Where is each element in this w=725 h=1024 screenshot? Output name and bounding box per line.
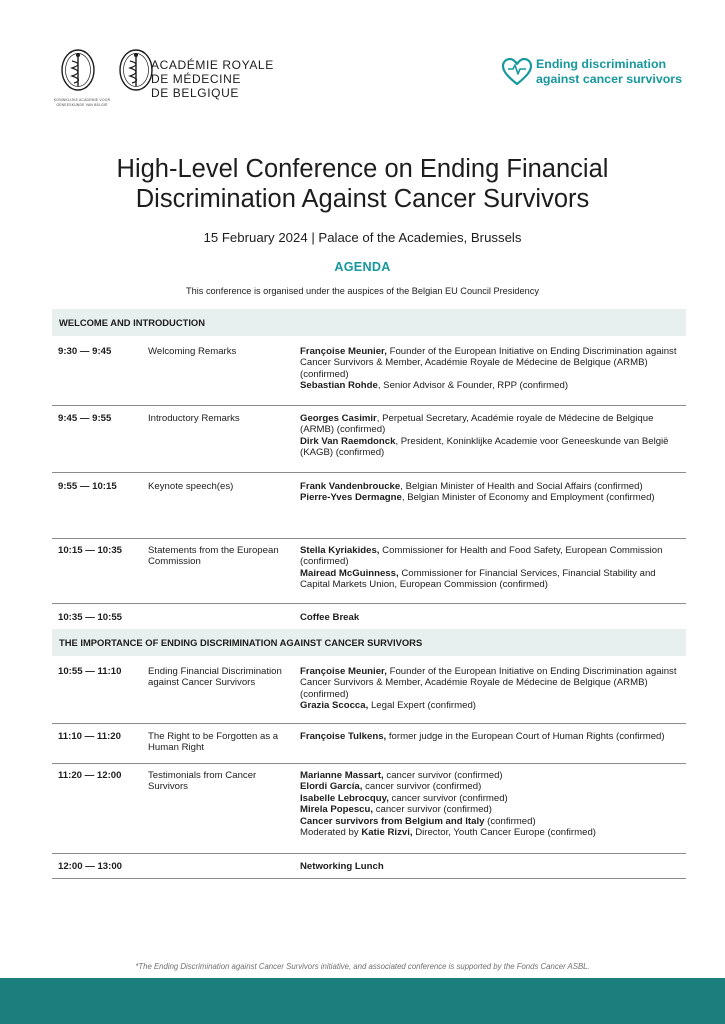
speaker-entry [300, 861, 684, 872]
speaker-entry [300, 700, 684, 711]
speaker-role: , Belgian Minister of Health and Social Affairs (confirmed) [400, 481, 643, 492]
row-session: Ending Financial Discrimination against Cancer Survivors [148, 666, 282, 689]
row-session: The Right to be Forgotten as a Human Right [148, 731, 279, 754]
row-divider [52, 538, 686, 539]
speaker-name: Françoise Meunier, [300, 666, 387, 677]
row-time: 9:55 — 10:15 [58, 481, 117, 492]
edcs-logo [502, 56, 702, 96]
speaker-entry [300, 413, 684, 436]
row-divider [52, 405, 686, 406]
speaker-role: Founder of the European Initiative on Ending Discrimination against Cancer Survivors & Member, Académie Royale de Médecine de Belgique (ARMB) (confirmed) [300, 346, 677, 380]
row-time: 12:00 — 13:00 [58, 861, 122, 872]
speaker-role: , Perpetual Secretary, Académie royale de Médecine de Belgique (ARMB) (confirmed) [300, 413, 654, 436]
speaker-entry [300, 380, 684, 391]
speaker-entry [300, 346, 684, 380]
row-speakers [300, 346, 684, 392]
speaker-role: , Belgian Minister of Economy and Employment (confirmed) [401, 492, 655, 504]
moderator-prefix: Moderated by [300, 827, 362, 839]
row-session: Keynote speech(es) [148, 481, 234, 492]
speaker-entry [300, 545, 684, 568]
speaker-entry [300, 731, 684, 742]
title-line2: Discrimination Against Cancer Survivors [135, 185, 590, 213]
armb-name-line2: DE MÉDECINE [151, 72, 241, 86]
row-time: 9:30 — 9:45 [58, 346, 112, 357]
row-time: 11:20 — 12:00 [58, 770, 122, 781]
speaker-role: , President, Koninklijke Academie voor Geneeskunde van België (KAGB) (confirmed) [300, 435, 669, 459]
speaker-entry [300, 568, 684, 591]
section-heading [52, 309, 686, 336]
speaker-entry [300, 770, 684, 781]
speaker-role: cancer survivor (confirmed) [386, 770, 503, 781]
row-divider [52, 878, 686, 879]
speaker-entry [300, 666, 684, 700]
row-time: 11:10 — 11:20 [58, 731, 121, 742]
speaker-role: , Senior Advisor & Founder, RPP (confirmed) [377, 380, 569, 392]
row-speakers [300, 481, 684, 504]
section-heading-text: THE IMPORTANCE OF ENDING DISCRIMINATION AGAINST CANCER SURVIVORS [59, 637, 423, 648]
speaker-entry [300, 436, 684, 459]
row-time: 10:55 — 11:10 [58, 666, 122, 677]
row-divider [52, 723, 686, 724]
speaker-name: Frank Vandenbroucke [300, 481, 401, 492]
break-label: Coffee Break [300, 612, 360, 623]
speaker-name: Georges Casimir [300, 413, 377, 424]
row-divider [52, 763, 686, 764]
speaker-name: Stella Kyriakides, [300, 545, 380, 556]
speaker-role: (confirmed) [484, 815, 536, 827]
row-divider [52, 853, 686, 854]
speaker-name: Pierre-Yves Dermagne [300, 492, 402, 504]
row-speakers [300, 666, 684, 712]
speaker-entry [300, 793, 684, 804]
page-title [40, 154, 685, 214]
speaker-role: Commissioner for Financial Services, Financial Stability and Capital Markets Union, European Commission (confirmed) [300, 567, 656, 591]
row-speakers [300, 770, 684, 838]
speaker-name: Mairead McGuinness, [300, 567, 399, 579]
armb-seal-icon [118, 48, 154, 96]
title-line1: High-Level Conference on Ending Financial [116, 155, 609, 183]
heart-icon [502, 58, 532, 86]
row-session: Testimonials from Cancer Survivors [148, 770, 257, 793]
row-divider [52, 603, 686, 604]
edcs-line2: against cancer survivors [536, 71, 683, 86]
section-heading [52, 629, 686, 656]
row-speakers [300, 731, 684, 742]
speaker-role: Director, Youth Cancer Europe (confirmed) [415, 827, 596, 839]
speaker-name: Isabelle Lebrocquy, [300, 792, 389, 804]
speaker-role: Commissioner for Health and Food Safety, European Commission (confirmed) [300, 545, 663, 568]
speaker-entry [300, 827, 684, 838]
footnote: *The Ending Discrimination against Cancer Survivors initiative, and associated conference is supported by the Fonds Cancer ASBL. [135, 962, 590, 971]
speaker-entry [300, 816, 684, 827]
speaker-name: Sebastian Rohde [300, 380, 378, 392]
speaker-role: cancer survivor (confirmed) [375, 804, 492, 816]
footer-band [0, 978, 725, 1024]
speaker-name: Françoise Tulkens, [300, 731, 387, 742]
speaker-role: cancer survivor (confirmed) [391, 792, 508, 804]
speaker-name: Marianne Massart, [300, 770, 384, 781]
edcs-line1: Ending discrimination [536, 57, 667, 71]
speaker-role: Legal Expert (confirmed) [370, 700, 476, 712]
row-time: 10:35 — 10:55 [58, 612, 122, 623]
row-speakers [300, 612, 684, 623]
kagb-seal-icon [60, 48, 96, 96]
row-speakers [300, 861, 684, 872]
speaker-name: Cancer survivors from Belgium and Italy [300, 815, 485, 827]
armb-name [151, 58, 274, 100]
event-date-location: 15 February 2024 | Palace of the Academies, Brussels [203, 230, 522, 245]
speaker-name: Françoise Meunier, [300, 346, 387, 357]
speaker-entry [300, 804, 684, 815]
row-session: Introductory Remarks [148, 413, 240, 424]
section-heading-text: WELCOME AND INTRODUCTION [59, 317, 205, 328]
row-divider [52, 472, 686, 473]
speaker-name: Grazia Scocca, [300, 700, 369, 712]
armb-name-line1: ACADÉMIE ROYALE [151, 58, 274, 72]
speaker-entry [300, 612, 684, 623]
speaker-name: Mirela Popescu, [300, 804, 374, 816]
speaker-role: Founder of the European Initiative on Ending Discrimination against Cancer Survivors & Member, Académie Royale de Médecine de Belgique (ARMB) (confirmed) [300, 666, 677, 700]
edcs-logo-text [536, 57, 682, 86]
speaker-entry [300, 492, 684, 503]
speaker-name: Katie Rizvi, [361, 827, 413, 839]
speaker-role: cancer survivor (confirmed) [365, 781, 482, 793]
speaker-entry [300, 781, 684, 792]
row-time: 9:45 — 9:55 [58, 413, 112, 424]
row-session: Statements from the European Commission [148, 545, 279, 568]
speaker-role: former judge in the European Court of Human Rights (confirmed) [388, 731, 665, 742]
auspices-note: This conference is organised under the auspices of the Belgian EU Council Presidency [186, 286, 539, 296]
row-time: 10:15 — 10:35 [58, 545, 122, 556]
speaker-entry [300, 481, 684, 492]
armb-name-line3: DE BELGIQUE [151, 86, 239, 100]
row-speakers [300, 545, 684, 591]
row-session: Welcoming Remarks [148, 346, 237, 357]
armb-logo [52, 48, 274, 114]
agenda-label: AGENDA [334, 260, 391, 274]
row-speakers [300, 413, 684, 459]
break-label: Networking Lunch [300, 861, 384, 872]
seal-caption: KONINKLIJKE ACADEMIE VOOR GENEESKUNDE VAN BELGIË [53, 98, 111, 107]
speaker-name: Dirk Van Raemdonck [300, 435, 396, 447]
speaker-name: Elordi García, [300, 781, 363, 793]
